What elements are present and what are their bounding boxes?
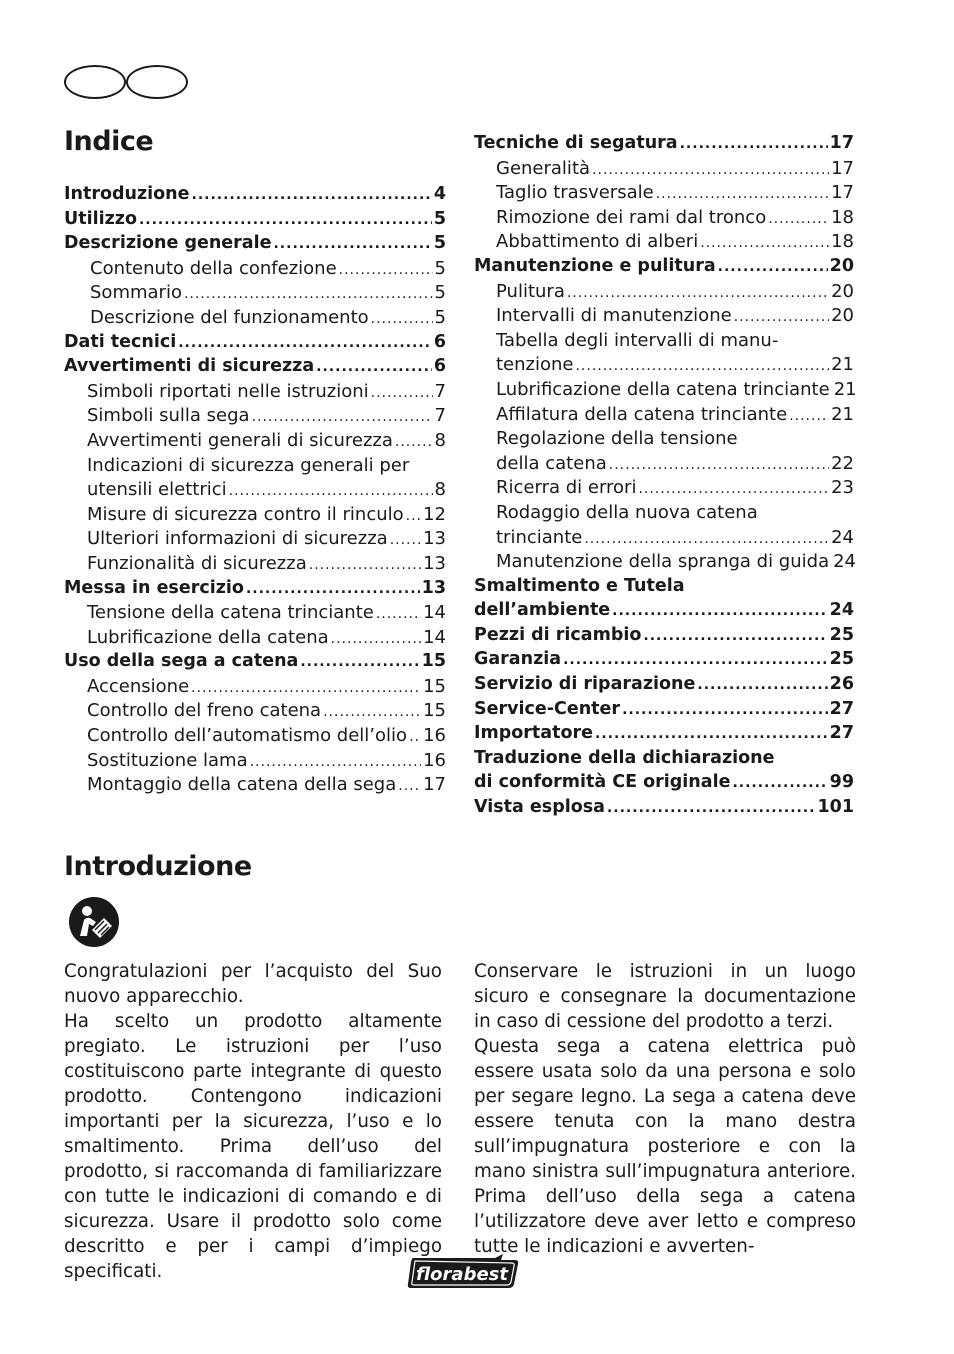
toc-entry-page: 24 bbox=[829, 600, 854, 621]
toc-leader-dots bbox=[191, 680, 421, 696]
intro-paragraph: Congratulazioni per l’acquisto del Suo nuovo apparecchio. bbox=[64, 961, 442, 1007]
toc-entry-title: trinciante bbox=[496, 526, 583, 548]
toc-entry bbox=[474, 576, 854, 601]
toc-entry-title: Descrizione del funzionamento bbox=[90, 306, 369, 328]
toc-entry-page: 15 bbox=[423, 700, 446, 722]
toc-entry-title: Misure di sicurezza contro il rinculo bbox=[87, 503, 404, 525]
toc-leader-dots bbox=[638, 481, 829, 497]
toc-leader-dots bbox=[139, 212, 432, 228]
brand-text: florabest bbox=[416, 1264, 508, 1285]
toc-entry bbox=[64, 504, 446, 529]
toc-entry-title: Importatore bbox=[474, 723, 593, 744]
toc-entry bbox=[64, 356, 446, 381]
toc-entry bbox=[474, 158, 854, 183]
toc-entry-page: 17 bbox=[829, 133, 854, 153]
toc-entry-title: tenzione bbox=[496, 354, 574, 376]
toc-entry bbox=[474, 330, 854, 355]
toc-leader-dots bbox=[339, 262, 433, 278]
toc-entry bbox=[64, 332, 446, 357]
toc-leader-dots bbox=[718, 259, 828, 275]
toc-entry bbox=[64, 184, 446, 209]
toc-entry-title: Sommario bbox=[90, 282, 182, 304]
toc-entry-title: Regolazione della tensione bbox=[496, 428, 738, 450]
toc-entry bbox=[474, 674, 854, 699]
toc-entry bbox=[474, 527, 854, 552]
toc-entry-title: Avvertimenti generali di sicurezza bbox=[87, 429, 393, 451]
toc-entry-title: Contenuto della confezione bbox=[90, 257, 337, 279]
toc-heading: Indice bbox=[64, 126, 154, 157]
toc-entry-page: 6 bbox=[433, 356, 446, 377]
toc-entry-title: di conformità CE originale bbox=[474, 772, 731, 793]
toc-leader-dots bbox=[609, 457, 829, 473]
toc-entry-title: utensili elettrici bbox=[87, 479, 227, 501]
toc-leader-dots bbox=[395, 434, 433, 450]
toc-entry bbox=[64, 750, 446, 775]
toc-entry-title: Lubrificazione della catena trinciante bbox=[496, 378, 830, 400]
toc-entry bbox=[64, 282, 446, 307]
toc-entry-title: Uso della sega a catena bbox=[64, 651, 299, 672]
toc-entry-title: Tecniche di segatura bbox=[474, 133, 678, 153]
toc-entry-page: 18 bbox=[831, 206, 854, 228]
toc-entry bbox=[64, 405, 446, 430]
toc-entry-title: Pulitura bbox=[496, 280, 565, 302]
toc-entry-title: Abbattimento di alberi bbox=[496, 231, 699, 253]
toc-entry-page: 21 bbox=[831, 403, 854, 425]
toc-entry bbox=[474, 378, 857, 404]
toc-entry-title: Ulteriori informazioni di sicurezza bbox=[87, 528, 388, 550]
toc-left-column bbox=[64, 184, 446, 799]
toc-entry-page: 6 bbox=[433, 331, 446, 352]
toc-entry bbox=[474, 772, 854, 797]
toc-entry bbox=[64, 528, 446, 553]
toc-entry-title: Messa in esercizio bbox=[64, 577, 244, 598]
toc-entry-page: 21 bbox=[831, 354, 854, 376]
toc-entry-title: Affilatura della catena trinciante bbox=[496, 403, 788, 425]
toc-entry-page: 20 bbox=[829, 255, 854, 276]
toc-entry-title: Pezzi di ricambio bbox=[474, 624, 642, 645]
toc-entry-title: Simboli riportati nelle istruzioni bbox=[87, 380, 369, 402]
toc-entry-title: Servizio di riparazione bbox=[474, 674, 696, 695]
toc-entry-page: 17 bbox=[831, 182, 854, 204]
toc-entry-title: Utilizzo bbox=[64, 208, 137, 229]
toc-leader-dots bbox=[697, 677, 827, 693]
toc-entry-title: Controllo del freno catena bbox=[87, 700, 322, 722]
toc-entry-page: 8 bbox=[434, 429, 446, 451]
toc-entry-page: 5 bbox=[434, 257, 446, 279]
toc-entry-page: 16 bbox=[423, 725, 446, 747]
toc-entry-title: Ricerra di errori bbox=[496, 477, 637, 499]
toc-entry-title: Garanzia bbox=[474, 649, 562, 670]
toc-entry-title: Intervalli di manutenzione bbox=[496, 305, 732, 327]
toc-entry bbox=[64, 700, 446, 725]
toc-leader-dots bbox=[409, 729, 421, 745]
toc-entry-page: 25 bbox=[829, 624, 854, 645]
toc-leader-dots bbox=[371, 311, 433, 327]
toc-entry-page: 26 bbox=[829, 674, 854, 695]
toc-entry bbox=[474, 748, 854, 773]
intro-paragraph: Questa sega a catena elettrica può essere usata solo da una persona e solo per segare legno. La sega a catena deve essere tenuta con la mano destra sull’impugnatura posteriore e con la mano sinistra sull’impugnatura anteriore. Prima dell’uso della sega a catena l’utilizzatore deve aver letto e compreso tutte le indicazioni e avverten- bbox=[474, 1036, 856, 1257]
toc-entry-page: 8 bbox=[434, 479, 446, 501]
toc-entry-page: 5 bbox=[433, 233, 446, 254]
toc-entry-title: Rimozione dei rami dal tronco bbox=[496, 206, 767, 228]
intro-paragraph: Ha scelto un prodotto altamente pregiato. Le istruzioni per l’uso costituiscono parte integrante di questo prodotto. Contengono indicazioni importanti per la sicurezza, l’uso e lo smaltimento. Prima dell’uso del prodotto, si raccomanda di familiarizzare con tutte le indicazioni di comando e di sicurezza. Usare il prodotto solo come descritto e per i campi d’impiego specificati. bbox=[64, 1011, 442, 1282]
toc-entry bbox=[64, 455, 446, 480]
toc-leader-dots bbox=[732, 775, 827, 791]
toc-entry bbox=[474, 797, 854, 822]
toc-entry-title: Rodaggio della nuova catena bbox=[496, 501, 758, 523]
toc-entry-title: Manutenzione e pulitura bbox=[474, 255, 716, 276]
toc-leader-dots bbox=[607, 800, 815, 816]
toc-entry bbox=[474, 133, 854, 158]
toc-entry-title: Descrizione generale bbox=[64, 233, 272, 254]
toc-entry bbox=[474, 305, 854, 330]
toc-leader-dots bbox=[595, 726, 828, 742]
toc-entry-page: 101 bbox=[817, 797, 854, 818]
toc-leader-dots bbox=[371, 385, 433, 401]
toc-entry-page: 7 bbox=[434, 405, 446, 427]
toc-entry bbox=[64, 479, 446, 504]
toc-leader-dots bbox=[316, 359, 432, 375]
toc-entry-title: dell’ambiente bbox=[474, 600, 611, 621]
toc-leader-dots bbox=[331, 631, 421, 647]
toc-entry-title: Simboli sulla sega bbox=[87, 405, 250, 427]
toc-leader-dots bbox=[398, 778, 421, 794]
toc-entry bbox=[64, 209, 446, 234]
toc-leader-dots bbox=[567, 285, 829, 301]
toc-entry-title: Vista esplosa bbox=[474, 797, 605, 818]
toc-entry bbox=[474, 404, 854, 429]
toc-entry-title: Traduzione della dichiarazione bbox=[474, 747, 775, 768]
toc-entry-page: 17 bbox=[423, 774, 446, 796]
toc-leader-dots bbox=[622, 702, 828, 718]
toc-entry bbox=[474, 699, 854, 724]
toc-entry-page: 14 bbox=[423, 626, 446, 648]
toc-right-column bbox=[474, 133, 857, 822]
toc-entry-page: 13 bbox=[423, 552, 446, 574]
toc-entry-page: 21 bbox=[833, 378, 857, 400]
toc-entry-page: 23 bbox=[831, 477, 854, 499]
toc-entry-page: 18 bbox=[831, 231, 854, 253]
toc-entry bbox=[64, 602, 446, 627]
toc-leader-dots bbox=[273, 236, 431, 252]
toc-entry bbox=[474, 453, 854, 478]
toc-entry-title: Manutenzione della spranga di guida bbox=[496, 551, 830, 573]
toc-entry-page: 7 bbox=[434, 380, 446, 402]
toc-entry bbox=[474, 649, 854, 674]
toc-entry bbox=[474, 207, 854, 232]
toc-entry-page: 27 bbox=[829, 698, 854, 719]
toc-entry-page: 13 bbox=[421, 577, 446, 598]
toc-leader-dots bbox=[584, 531, 829, 547]
language-badge-ovals bbox=[64, 65, 188, 99]
toc-entry bbox=[64, 553, 446, 578]
toc-entry bbox=[474, 477, 854, 502]
toc-entry-title: Indicazioni di sicurezza generali per bbox=[87, 454, 410, 476]
toc-entry bbox=[64, 258, 446, 283]
toc-leader-dots bbox=[700, 235, 829, 251]
toc-entry-page: 20 bbox=[831, 280, 854, 302]
toc-leader-dots bbox=[300, 654, 419, 670]
toc-entry bbox=[474, 502, 854, 527]
toc-leader-dots bbox=[563, 652, 828, 668]
toc-entry bbox=[474, 281, 854, 306]
toc-entry bbox=[474, 354, 854, 379]
toc-entry bbox=[474, 231, 854, 256]
toc-leader-dots bbox=[178, 335, 432, 351]
toc-entry bbox=[64, 676, 446, 701]
toc-leader-dots bbox=[680, 136, 828, 152]
toc-entry bbox=[474, 723, 854, 748]
toc-leader-dots bbox=[612, 603, 827, 619]
toc-entry-page: 20 bbox=[831, 305, 854, 327]
intro-paragraph: Conservare le istruzioni in un luogo sicuro e consegnare la documentazione in caso di cessione del prodotto a terzi. bbox=[474, 961, 856, 1032]
toc-entry-title: Smaltimento e Tutela bbox=[474, 575, 685, 596]
toc-entry bbox=[64, 627, 446, 652]
toc-leader-dots bbox=[390, 532, 421, 548]
toc-entry-page: 5 bbox=[434, 306, 446, 328]
toc-entry-page: 27 bbox=[829, 723, 854, 744]
toc-entry-page: 12 bbox=[423, 503, 446, 525]
toc-entry-page: 17 bbox=[831, 157, 854, 179]
toc-entry-page: 16 bbox=[423, 749, 446, 771]
toc-entry-page: 15 bbox=[421, 651, 446, 672]
toc-leader-dots bbox=[734, 309, 829, 325]
toc-leader-dots bbox=[768, 211, 829, 227]
toc-entry-title: Controllo dell’automatismo dell’olio bbox=[87, 725, 408, 747]
toc-entry bbox=[474, 428, 854, 453]
toc-entry-page: 25 bbox=[829, 649, 854, 670]
toc-entry bbox=[64, 651, 446, 676]
toc-entry-page: 24 bbox=[831, 526, 854, 548]
toc-entry-title: Accensione bbox=[87, 675, 190, 697]
toc-entry bbox=[64, 774, 446, 799]
toc-entry-title: Lubrificazione della catena bbox=[87, 626, 329, 648]
toc-entry bbox=[64, 233, 446, 258]
toc-leader-dots bbox=[643, 628, 827, 644]
toc-leader-dots bbox=[229, 483, 433, 499]
toc-entry bbox=[64, 430, 446, 455]
toc-entry bbox=[474, 551, 857, 576]
toc-leader-dots bbox=[184, 286, 433, 302]
toc-entry bbox=[474, 600, 854, 625]
toc-entry-title: Generalità bbox=[496, 157, 591, 179]
toc-entry bbox=[474, 625, 854, 650]
toc-entry-page: 14 bbox=[423, 602, 446, 624]
florabest-logo bbox=[405, 1254, 520, 1290]
toc-entry-page: 22 bbox=[831, 452, 854, 474]
toc-leader-dots bbox=[323, 704, 421, 720]
toc-entry-title: Dati tecnici bbox=[64, 331, 177, 352]
intro-heading: Introduzione bbox=[64, 851, 252, 882]
toc-entry bbox=[64, 578, 446, 603]
toc-leader-dots bbox=[250, 754, 421, 770]
toc-entry-title: Avvertimenti di sicurezza bbox=[64, 356, 315, 377]
toc-entry-title: Sostituzione lama bbox=[87, 749, 248, 771]
toc-entry-title: della catena bbox=[496, 452, 607, 474]
toc-entry bbox=[64, 725, 446, 750]
toc-entry-title: Tensione della catena trinciante bbox=[87, 602, 374, 624]
toc-entry-title: Montaggio della catena della sega bbox=[87, 774, 397, 796]
toc-leader-dots bbox=[406, 508, 421, 524]
intro-right-column bbox=[474, 959, 856, 1259]
toc-entry-title: Funzionalità di sicurezza bbox=[87, 552, 307, 574]
toc-leader-dots bbox=[252, 409, 433, 425]
toc-entry-title: Taglio trasversale bbox=[496, 182, 654, 204]
toc-leader-dots bbox=[376, 606, 421, 622]
toc-entry-title: Tabella degli intervalli di manu- bbox=[496, 329, 779, 351]
toc-leader-dots bbox=[575, 358, 829, 374]
toc-entry-title: Service-Center bbox=[474, 698, 621, 719]
language-oval-right bbox=[126, 65, 188, 99]
toc-entry bbox=[64, 381, 446, 406]
toc-entry bbox=[474, 256, 854, 281]
toc-leader-dots bbox=[246, 581, 420, 597]
toc-entry-page: 13 bbox=[423, 528, 446, 550]
toc-entry bbox=[474, 182, 854, 207]
toc-leader-dots bbox=[592, 162, 829, 178]
toc-entry-page: 99 bbox=[829, 772, 854, 793]
intro-left-column bbox=[64, 959, 442, 1284]
toc-leader-dots bbox=[789, 408, 829, 424]
language-oval-left bbox=[64, 65, 126, 99]
toc-entry bbox=[64, 307, 446, 332]
toc-leader-dots bbox=[656, 186, 829, 202]
toc-entry-page: 5 bbox=[434, 282, 446, 304]
toc-entry-page: 15 bbox=[423, 675, 446, 697]
read-manual-icon bbox=[68, 896, 120, 948]
toc-leader-dots bbox=[192, 187, 432, 203]
toc-leader-dots bbox=[309, 557, 421, 573]
toc-entry-page: 24 bbox=[833, 551, 857, 573]
toc-entry-title: Introduzione bbox=[64, 184, 190, 204]
toc-entry-page: 4 bbox=[433, 184, 446, 204]
toc-entry-page: 5 bbox=[433, 208, 446, 229]
